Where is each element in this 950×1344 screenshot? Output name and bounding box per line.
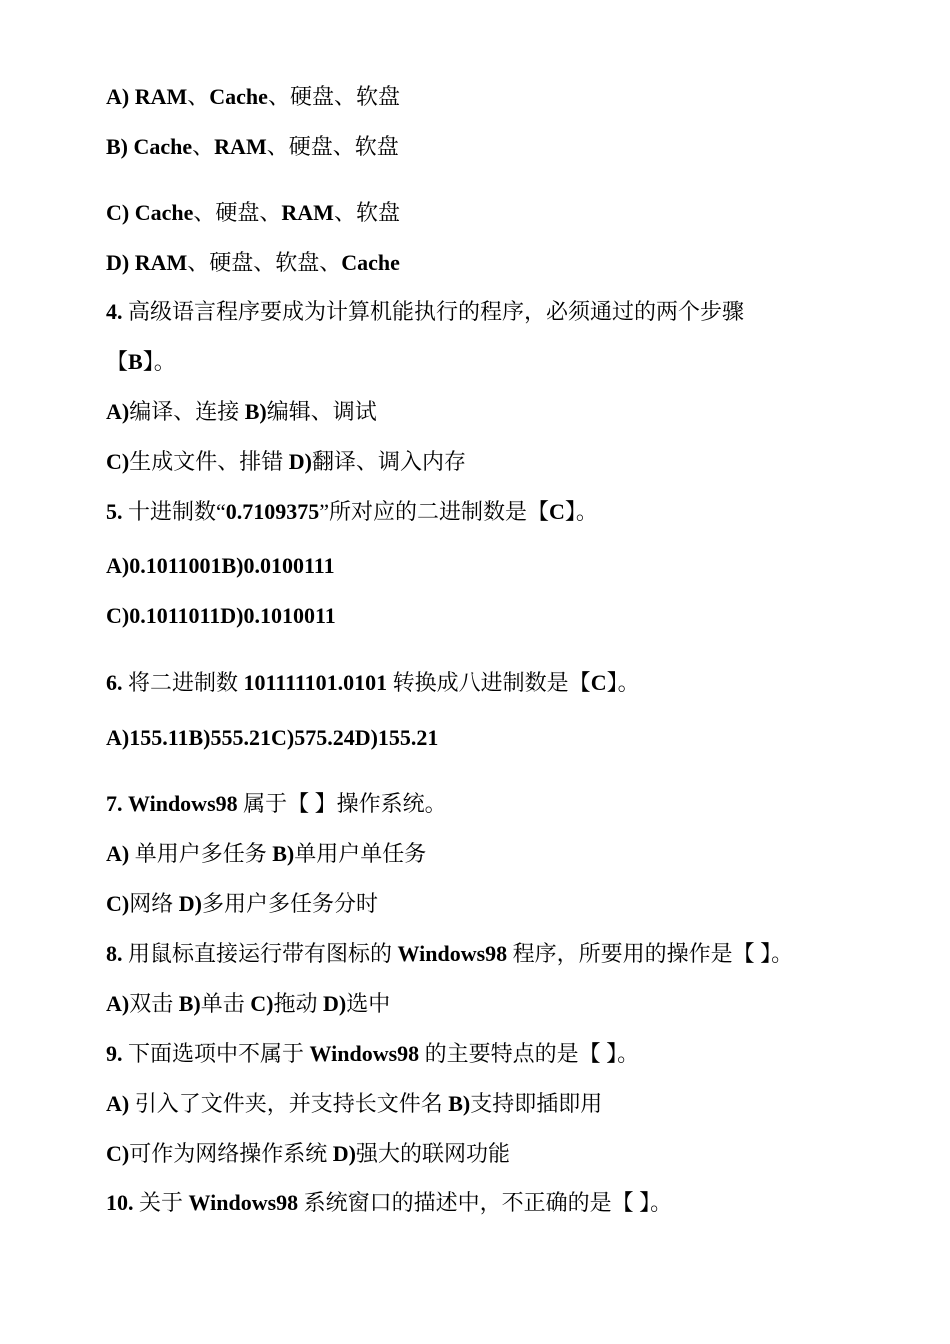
question-line	[106, 1188, 672, 1218]
text-run: D)	[288, 449, 312, 474]
text-run: 单用户单任务	[294, 841, 427, 866]
text-run: 下面选项中不属于	[122, 1041, 310, 1066]
text-run: C	[590, 670, 607, 695]
text-run: 9.	[106, 1041, 123, 1066]
text-run: 、	[187, 84, 210, 109]
text-run: 强大的联网功能	[355, 1141, 510, 1166]
text-run: B)	[272, 841, 295, 866]
text-run: ”所对应的二进制数是【	[319, 499, 550, 524]
text-run: B)	[244, 399, 267, 424]
text-run: Windows98	[188, 1190, 299, 1215]
text-run: D)	[178, 891, 202, 916]
text-run: 高级语言程序要成为计算机能执行的程序，必须通过的两个步骤	[122, 299, 745, 324]
text-run: 、硬盘、	[193, 200, 282, 225]
text-run: 0.7109375	[225, 499, 320, 524]
text-run: 将二进制数	[122, 670, 244, 695]
text-run: 十进制数“	[122, 499, 226, 524]
text-run: 5.	[106, 499, 123, 524]
text-run: 翻译、调入内存	[311, 449, 466, 474]
option-line	[106, 601, 336, 631]
text-run: A) RAM	[106, 84, 188, 109]
text-run: 6.	[106, 670, 123, 695]
text-run: B)	[448, 1091, 471, 1116]
text-run: 支持即插即用	[470, 1091, 603, 1116]
text-run: 程序，所要用的操作是【 】。	[507, 941, 794, 966]
text-run: A)155.11B)555.21C)575.24D)155.21	[106, 725, 439, 750]
text-run: C) Cache	[106, 200, 194, 225]
text-run: 7.	[106, 791, 123, 816]
question-line	[106, 789, 447, 819]
text-run: B) Cache	[106, 134, 193, 159]
text-run: 、	[192, 134, 215, 159]
text-run: 用鼠标直接运行带有图标的	[122, 941, 398, 966]
text-run: 】。	[564, 499, 598, 524]
option-line	[106, 82, 400, 112]
text-run: A)0.1011001B)0.0100111	[106, 553, 335, 578]
text-run: 、硬盘、软盘	[266, 134, 399, 159]
text-run: D)	[322, 991, 347, 1016]
text-run: D) RAM	[106, 250, 188, 275]
text-run: A)	[106, 399, 130, 424]
text-run: A)	[106, 1091, 130, 1116]
option-line	[106, 132, 399, 162]
text-run: 转换成八进制数是【	[387, 670, 591, 695]
option-line	[106, 551, 335, 581]
text-run: Windows98	[397, 941, 508, 966]
option-line	[106, 447, 466, 477]
text-run: 拖动	[273, 991, 323, 1016]
question-line	[106, 1039, 639, 1069]
question-line	[106, 297, 744, 327]
option-line	[106, 1139, 510, 1169]
text-run: 8.	[106, 941, 123, 966]
text-run: 属于【 】操作系统。	[237, 791, 447, 816]
text-run: 关于	[133, 1190, 189, 1215]
text-run: Windows98	[309, 1041, 420, 1066]
text-run: Cache	[209, 84, 268, 109]
text-run: D)	[332, 1141, 356, 1166]
text-run: 的主要特点的是【 】。	[419, 1041, 640, 1066]
text-run: 多用户多任务分时	[201, 891, 378, 916]
text-run: 选中	[346, 991, 391, 1016]
text-run: RAM	[281, 200, 334, 225]
text-run: 单击	[200, 991, 251, 1016]
text-run: C)	[106, 1141, 130, 1166]
text-run: 系统窗口的描述中，不正确的是【 】。	[298, 1190, 673, 1215]
text-run: 4.	[106, 299, 123, 324]
option-line	[106, 723, 438, 753]
text-run: RAM	[214, 134, 267, 159]
text-run: C)	[106, 891, 130, 916]
option-line	[106, 989, 390, 1019]
text-run: 编辑、调试	[266, 399, 377, 424]
option-line	[106, 839, 426, 869]
text-run: 、软盘	[333, 200, 400, 225]
option-line	[106, 397, 377, 427]
text-run: 引入了文件夹，并支持长文件名	[129, 1091, 449, 1116]
text-run: 、硬盘、软盘	[267, 84, 400, 109]
text-run: 】。	[142, 349, 176, 374]
question-line	[106, 939, 793, 969]
text-run: 101111101.0101	[243, 670, 388, 695]
text-run: Cache	[341, 250, 400, 275]
question-line	[106, 497, 598, 527]
text-run: A)	[106, 841, 130, 866]
text-run: C	[549, 499, 565, 524]
text-run: 、硬盘、软盘、	[187, 250, 342, 275]
text-run: B)	[178, 991, 201, 1016]
text-run: 编译、连接	[129, 399, 245, 424]
text-run: 生成文件、排错	[129, 449, 289, 474]
text-run: C)0.1011011D)0.1010011	[106, 603, 336, 628]
text-run: B	[128, 349, 143, 374]
text-run: 可作为网络操作系统	[129, 1141, 333, 1166]
text-run: 【	[106, 349, 129, 374]
question-line	[106, 668, 640, 698]
text-run: C)	[106, 449, 130, 474]
text-run: A)	[106, 991, 130, 1016]
text-run: Windows98	[128, 791, 238, 816]
text-run: C)	[250, 991, 274, 1016]
option-line	[106, 889, 378, 919]
option-line	[106, 198, 400, 228]
text-run: 单用户多任务	[129, 841, 273, 866]
text-run: 网络	[129, 891, 179, 916]
text-run: 双击	[129, 991, 179, 1016]
option-line	[106, 248, 400, 278]
answer-line	[106, 347, 176, 377]
option-line	[106, 1089, 602, 1119]
text-run: 10.	[106, 1190, 134, 1215]
text-run: 】。	[606, 670, 640, 695]
